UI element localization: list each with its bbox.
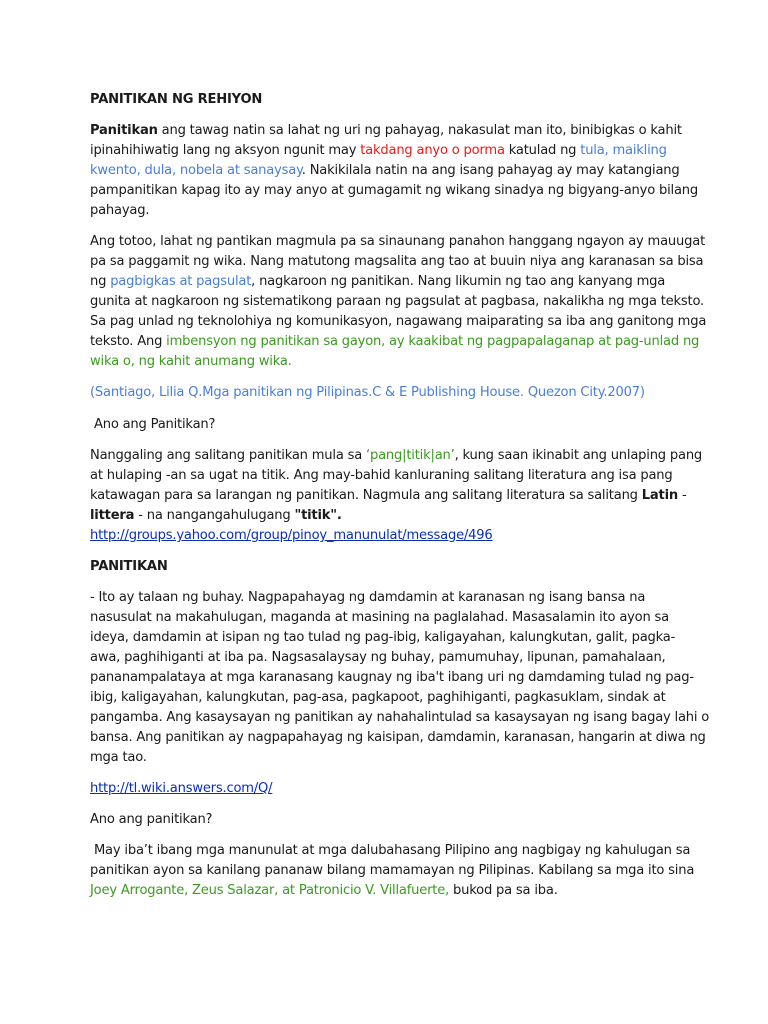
highlight-green: imbensyon ng panitikan sa gayon, ay kaakibat ng pagpapalaganap at pag-unlad ng [166, 334, 700, 349]
paragraph-manunulat [90, 841, 695, 901]
source-link-yahoo[interactable]: http://groups.yahoo.com/group/pinoy_manunulat/message/496 [90, 528, 493, 543]
text-run: ng [90, 274, 111, 289]
highlight-blue: pagbigkas at pagsulat [110, 274, 252, 289]
highlight-blue: kwento, dula, nobela at sanaysay [90, 163, 302, 178]
text-run: . Nakikilala natin na ang isang pahayag ay may katangiang [301, 163, 680, 178]
source-link-wiki-answers[interactable]: http://tl.wiki.answers.com/Q/ [90, 781, 273, 796]
text-run: mga tao. [90, 750, 147, 765]
text-run: - [678, 488, 687, 503]
highlight-green: wika o, ng kahit anumang wika. [90, 354, 292, 369]
paragraph-etymology [90, 446, 703, 546]
text-run: at hulaping -an sa ugat na titik. Ang may-bahid kanluraning salitang literatura ang isa pang [90, 468, 673, 483]
highlight-blue: tula, maikling [580, 143, 667, 158]
text-run: pampanitikan kapag ito ay may anyo at gumagamit ng wikang sinadya ng bigyang-anyo bilang [90, 183, 699, 198]
text-run: ipinahihiwatig lang ng aksyon ngunit may [90, 143, 361, 158]
highlight-red: takdang anyo o porma [360, 143, 505, 158]
text-run: ibig, kaligayahan, kalungkutan, pag-asa, pagkapoot, paghihiganti, pagkasuklam, sindak at [90, 690, 666, 705]
text-run: Sa pag unlad ng teknolohiya ng komunikasyon, nagawang maiparating sa iba ang ganitong mga [90, 314, 707, 329]
text-run: pahayag. [90, 203, 150, 218]
term-latin: Latin [641, 488, 678, 503]
text-run: katawagan para sa larangan ng panitikan. Nagmula ang salitang literatura sa salitang [90, 488, 642, 503]
text-run: ang tawag natin sa lahat ng uri ng pahayag, nakasulat man ito, binibigkas o kahit [157, 123, 682, 138]
text-run: May iba’t ibang mga manunulat at mga dalubahasang Pilipino ang nagbigay ng kahulugan sa [90, 843, 691, 858]
text-run: pa sa paggamit ng wika. Nang matutong magsalita ang tao at buuin niya ang karanasan sa bisa [90, 254, 704, 269]
text-run: ideya, damdamin at isipan ng tao tulad ng pag-ibig, kaligayahan, kalungkutan, galit, pagka- [90, 630, 676, 645]
highlight-green: ‘pang|titik|an’ [366, 448, 455, 463]
highlight-green: Joey Arrogante, Zeus Salazar, at Patronicio V. Villafuerte, [90, 883, 450, 898]
term-titik: "titik". [294, 508, 342, 523]
text-run: pangamba. Ang kasaysayan ng panitikan ay nahahalintulad sa kasaysayan ng isang bagay lahi o [90, 710, 710, 725]
text-run: bansa. Ang panitikan ay nagpapahayag ng kaisipan, damdamin, karanasan, hangarin at diwa ng [90, 730, 706, 745]
text-run: , nagkaroon ng panitikan. Nang likumin ng tao ang kanyang mga [251, 274, 666, 289]
text-run: awa, paghihiganti at iba pa. Nagsasalaysay ng buhay, pamumuhay, lipunan, pamahalaan, [90, 650, 666, 665]
term-littera: littera [90, 508, 135, 523]
paragraph-panitikan-definition [90, 121, 699, 221]
citation: (Santiago, Lilia Q.Mga panitikan ng Pilipinas.C & E Publishing House. Quezon City.2007) [90, 385, 645, 400]
text-run: - na nangangahulugang [134, 508, 295, 523]
text-run: katulad ng [504, 143, 581, 158]
question-heading: Ano ang Panitikan? [90, 417, 216, 432]
text-run: panitikan ayon sa kanilang pananaw bilang mamamayan ng Pilipinas. Kabilang sa mga ito sina [90, 863, 695, 878]
text-run: teksto. Ang [90, 334, 167, 349]
text-run: - Ito ay talaan ng buhay. Nagpapahayag ng damdamin at karanasan ng isang bansa na [90, 590, 646, 605]
text-run: nasusulat na makahulugan, maganda at masining na paglalahad. Masasalamin ito ayon sa [90, 610, 670, 625]
text-run: gunita at nagkaroon ng sistematikong paraan ng pagsulat at pagbasa, nakalikha ng mga teksto. [90, 294, 704, 309]
text-run: Nanggaling ang salitang panitikan mula sa [90, 448, 367, 463]
text-run: Ang totoo, lahat ng pantikan magmula pa sa sinaunang panahon hanggang ngayon ay mauugat [90, 234, 706, 249]
section-title: PANITIKAN NG REHIYON [90, 92, 263, 107]
section-title: PANITIKAN [90, 559, 168, 574]
text-run: , kung saan ikinabit ang unlaping pang [454, 448, 703, 463]
term-panitikan: Panitikan [90, 123, 158, 138]
text-run: bukod pa sa iba. [449, 883, 558, 898]
paragraph-talaan-ng-buhay [90, 588, 710, 768]
paragraph-wika [90, 232, 707, 372]
document-page [90, 90, 710, 912]
question-heading: Ano ang panitikan? [90, 812, 213, 827]
text-run: pananampalataya at mga karanasang kaugnay ng iba't ibang uri ng damdaming tulad ng pag- [90, 670, 694, 685]
